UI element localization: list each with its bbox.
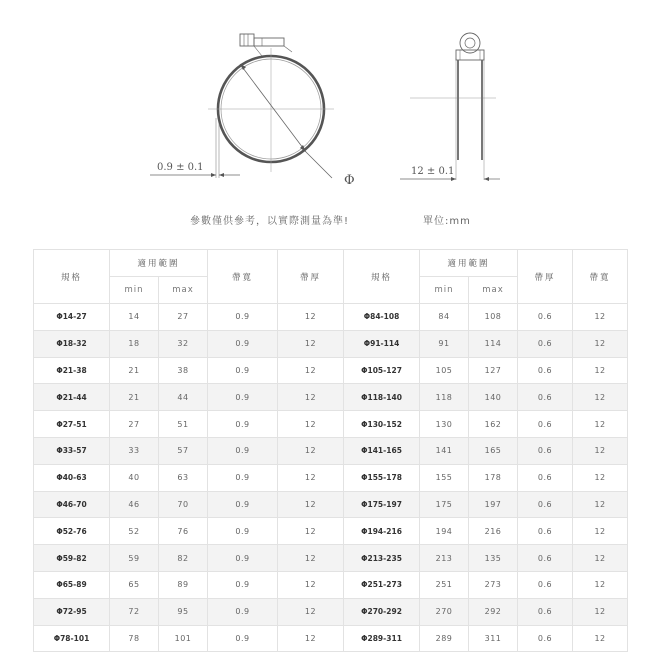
cell-left-thickness: 0.9: [208, 518, 278, 545]
cell-right-width: 12: [573, 304, 628, 331]
cell-left-spec: Φ65-89: [34, 571, 110, 598]
cell-right-spec: Φ141-165: [344, 437, 420, 464]
cell-right-max: 197: [469, 491, 518, 518]
cell-left-spec: Φ33-57: [34, 437, 110, 464]
cell-right-min: 251: [420, 571, 469, 598]
cell-left-width: 12: [278, 545, 344, 572]
cell-left-max: 70: [159, 491, 208, 518]
header-range-left: 適用範圍: [110, 250, 208, 277]
cell-right-width: 12: [573, 625, 628, 652]
cell-left-width: 12: [278, 384, 344, 411]
cell-left-min: 78: [110, 625, 159, 652]
table-row: [34, 357, 628, 384]
cell-right-width: 12: [573, 545, 628, 572]
cell-left-min: 14: [110, 304, 159, 331]
hose-clamp-drawing: [0, 0, 660, 210]
table-row: [34, 330, 628, 357]
header-max-right: max: [469, 277, 518, 304]
cell-left-max: 51: [159, 411, 208, 438]
cell-right-min: 141: [420, 437, 469, 464]
cell-right-spec: Φ251-273: [344, 571, 420, 598]
cell-right-min: 155: [420, 464, 469, 491]
cell-right-max: 311: [469, 625, 518, 652]
cell-right-min: 289: [420, 625, 469, 652]
cell-right-width: 12: [573, 437, 628, 464]
cell-left-thickness: 0.9: [208, 411, 278, 438]
cell-left-thickness: 0.9: [208, 545, 278, 572]
cell-left-min: 18: [110, 330, 159, 357]
cell-right-spec: Φ105-127: [344, 357, 420, 384]
cell-left-spec: Φ14-27: [34, 304, 110, 331]
cell-left-width: 12: [278, 411, 344, 438]
cell-left-width: 12: [278, 598, 344, 625]
table-row: [34, 518, 628, 545]
cell-left-min: 46: [110, 491, 159, 518]
table-row: [34, 384, 628, 411]
cell-left-min: 21: [110, 384, 159, 411]
header-min-right: min: [420, 277, 469, 304]
header-band-width-left: 帶寬: [208, 250, 278, 304]
cell-right-thickness: 0.6: [518, 625, 573, 652]
cell-right-thickness: 0.6: [518, 437, 573, 464]
cell-right-max: 216: [469, 518, 518, 545]
unit-note: 單位:mm: [423, 216, 471, 227]
cell-right-spec: Φ289-311: [344, 625, 420, 652]
cell-left-spec: Φ21-44: [34, 384, 110, 411]
cell-right-max: 273: [469, 571, 518, 598]
cell-right-min: 270: [420, 598, 469, 625]
cell-left-max: 89: [159, 571, 208, 598]
cell-left-width: 12: [278, 304, 344, 331]
header-band-thickness-left: 帶厚: [278, 250, 344, 304]
table-row: [34, 625, 628, 652]
width-dimension-label: 12 ± 0.1: [411, 166, 455, 177]
cell-right-spec: Φ194-216: [344, 518, 420, 545]
cell-right-width: 12: [573, 464, 628, 491]
cell-left-max: 32: [159, 330, 208, 357]
table-row: [34, 437, 628, 464]
cell-right-width: 12: [573, 571, 628, 598]
cell-right-spec: Φ175-197: [344, 491, 420, 518]
cell-left-min: 59: [110, 545, 159, 572]
cell-right-thickness: 0.6: [518, 304, 573, 331]
cell-right-thickness: 0.6: [518, 384, 573, 411]
table-row: [34, 571, 628, 598]
cell-left-min: 40: [110, 464, 159, 491]
cell-left-max: 101: [159, 625, 208, 652]
cell-left-max: 38: [159, 357, 208, 384]
cell-right-min: 194: [420, 518, 469, 545]
cell-left-width: 12: [278, 571, 344, 598]
cell-right-max: 165: [469, 437, 518, 464]
cell-right-max: 162: [469, 411, 518, 438]
cell-left-spec: Φ27-51: [34, 411, 110, 438]
cell-right-width: 12: [573, 330, 628, 357]
cell-right-spec: Φ155-178: [344, 464, 420, 491]
cell-left-max: 76: [159, 518, 208, 545]
cell-left-spec: Φ46-70: [34, 491, 110, 518]
cell-left-width: 12: [278, 357, 344, 384]
cell-left-thickness: 0.9: [208, 571, 278, 598]
cell-right-max: 135: [469, 545, 518, 572]
cell-left-max: 27: [159, 304, 208, 331]
cell-left-spec: Φ52-76: [34, 518, 110, 545]
cell-left-thickness: 0.9: [208, 384, 278, 411]
cell-right-width: 12: [573, 491, 628, 518]
cell-right-width: 12: [573, 598, 628, 625]
cell-right-min: 213: [420, 545, 469, 572]
header-band-width-right: 帶寬: [573, 250, 628, 304]
cell-left-width: 12: [278, 464, 344, 491]
cell-left-width: 12: [278, 491, 344, 518]
cell-left-thickness: 0.9: [208, 464, 278, 491]
cell-left-max: 63: [159, 464, 208, 491]
header-max-left: max: [159, 277, 208, 304]
cell-left-thickness: 0.9: [208, 437, 278, 464]
cell-left-min: 27: [110, 411, 159, 438]
cell-left-spec: Φ21-38: [34, 357, 110, 384]
cell-right-min: 130: [420, 411, 469, 438]
cell-right-spec: Φ270-292: [344, 598, 420, 625]
cell-right-thickness: 0.6: [518, 491, 573, 518]
cell-right-width: 12: [573, 411, 628, 438]
cell-left-width: 12: [278, 330, 344, 357]
cell-right-width: 12: [573, 518, 628, 545]
cell-left-thickness: 0.9: [208, 330, 278, 357]
cell-right-thickness: 0.6: [518, 571, 573, 598]
cell-left-spec: Φ18-32: [34, 330, 110, 357]
table-row: [34, 411, 628, 438]
spec-table: [33, 249, 628, 652]
diameter-symbol: Φ: [344, 173, 355, 188]
thickness-dimension-label: 0.9 ± 0.1: [157, 162, 204, 173]
cell-left-thickness: 0.9: [208, 491, 278, 518]
header-range-right: 適用範圍: [420, 250, 518, 277]
cell-right-max: 292: [469, 598, 518, 625]
table-row: [34, 464, 628, 491]
cell-right-thickness: 0.6: [518, 464, 573, 491]
table-row: [34, 304, 628, 331]
disclaimer-note: 參數僅供參考，以實際測量為準!: [190, 216, 350, 227]
cell-left-max: 57: [159, 437, 208, 464]
cell-right-width: 12: [573, 357, 628, 384]
cell-right-max: 140: [469, 384, 518, 411]
cell-left-spec: Φ78-101: [34, 625, 110, 652]
header-band-thickness-right: 帶厚: [518, 250, 573, 304]
cell-left-min: 72: [110, 598, 159, 625]
table-row: [34, 598, 628, 625]
cell-left-spec: Φ59-82: [34, 545, 110, 572]
front-view: [150, 34, 334, 178]
side-view: [400, 33, 500, 181]
cell-right-max: 108: [469, 304, 518, 331]
cell-left-width: 12: [278, 437, 344, 464]
cell-right-max: 127: [469, 357, 518, 384]
cell-right-min: 91: [420, 330, 469, 357]
table-row: [34, 491, 628, 518]
header-min-left: min: [110, 277, 159, 304]
table-row: [34, 545, 628, 572]
spec-table-body: [34, 304, 628, 652]
cell-right-thickness: 0.6: [518, 357, 573, 384]
cell-left-min: 21: [110, 357, 159, 384]
cell-right-spec: Φ130-152: [344, 411, 420, 438]
cell-right-thickness: 0.6: [518, 330, 573, 357]
cell-left-max: 82: [159, 545, 208, 572]
cell-right-spec: Φ118-140: [344, 384, 420, 411]
cell-left-width: 12: [278, 625, 344, 652]
cell-right-spec: Φ84-108: [344, 304, 420, 331]
header-spec-right: 規格: [344, 250, 420, 304]
cell-right-width: 12: [573, 384, 628, 411]
cell-left-thickness: 0.9: [208, 625, 278, 652]
cell-left-spec: Φ72-95: [34, 598, 110, 625]
cell-left-max: 44: [159, 384, 208, 411]
cell-right-spec: Φ91-114: [344, 330, 420, 357]
cell-left-spec: Φ40-63: [34, 464, 110, 491]
cell-left-thickness: 0.9: [208, 598, 278, 625]
cell-left-max: 95: [159, 598, 208, 625]
cell-left-min: 52: [110, 518, 159, 545]
cell-right-thickness: 0.6: [518, 545, 573, 572]
cell-right-thickness: 0.6: [518, 411, 573, 438]
cell-right-spec: Φ213-235: [344, 545, 420, 572]
cell-right-min: 175: [420, 491, 469, 518]
cell-right-max: 114: [469, 330, 518, 357]
cell-right-min: 84: [420, 304, 469, 331]
cell-left-thickness: 0.9: [208, 304, 278, 331]
cell-left-min: 65: [110, 571, 159, 598]
cell-left-min: 33: [110, 437, 159, 464]
header-spec-left: 規格: [34, 250, 110, 304]
cell-right-max: 178: [469, 464, 518, 491]
cell-left-thickness: 0.9: [208, 357, 278, 384]
cell-right-min: 118: [420, 384, 469, 411]
cell-left-width: 12: [278, 518, 344, 545]
cell-right-min: 105: [420, 357, 469, 384]
cell-right-thickness: 0.6: [518, 518, 573, 545]
cell-right-thickness: 0.6: [518, 598, 573, 625]
